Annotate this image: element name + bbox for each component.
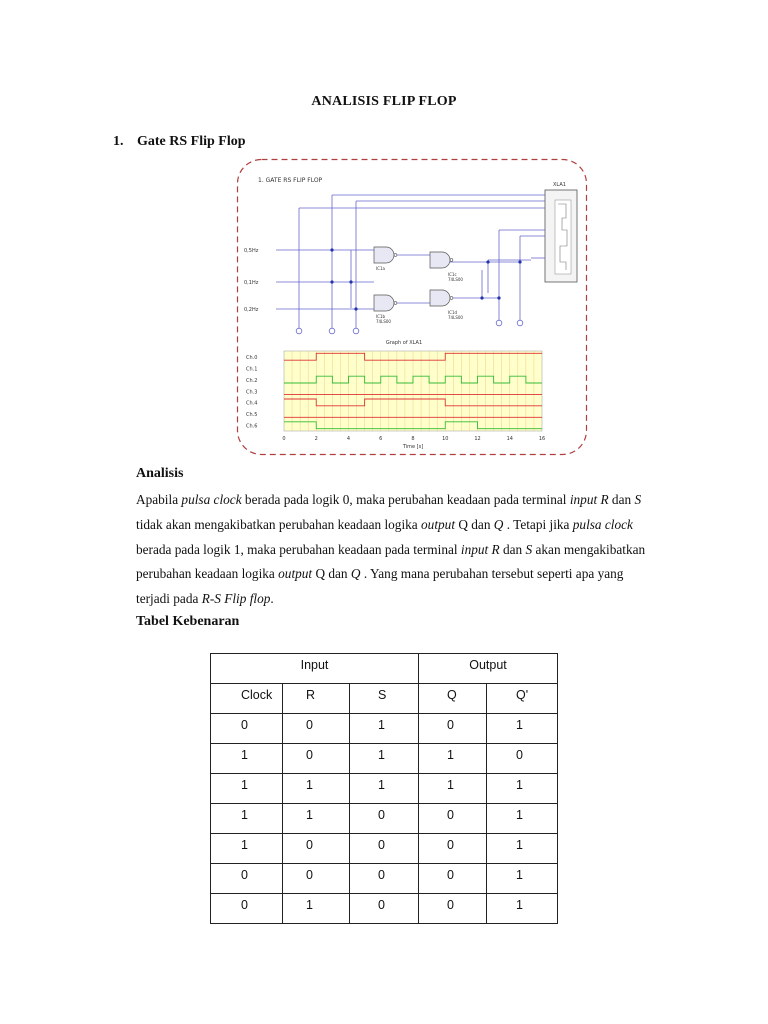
channel-label: Ch.5 (246, 412, 258, 419)
column-header-row (211, 684, 558, 714)
x-tick-label: 14 (506, 436, 513, 442)
document-title: ANALISIS FLIP FLOP (311, 94, 457, 109)
table-cell: 1 (419, 774, 487, 804)
x-tick-label: 4 (346, 436, 351, 442)
table-cell: 1 (487, 864, 558, 894)
gate-name-ic1a: IC1a (376, 266, 385, 271)
table-cell: 0 (350, 834, 419, 864)
table-cell: 1 (350, 714, 419, 744)
table-cell: 0 (350, 804, 419, 834)
table-row (211, 714, 558, 744)
section-title: Gate RS Flip Flop (137, 134, 246, 149)
table-cell: 1 (350, 744, 419, 774)
table-cell: 0 (487, 744, 558, 774)
table-row (211, 834, 558, 864)
table-cell: 0 (419, 894, 487, 924)
table-cell: 0 (350, 864, 419, 894)
table-cell: 1 (419, 744, 487, 774)
analisis-line: tidak akan mengakibatkan perubahan keadaan logika output Q dan Q . Tetapi jika pulsa clock (136, 516, 633, 532)
analisis-heading: Analisis (136, 466, 184, 481)
section-number: 1. (113, 134, 124, 149)
table-cell: 0 (419, 804, 487, 834)
analyzer-label: XLA1 (553, 182, 566, 188)
truth-table (210, 653, 558, 924)
channel-label: Ch.1 (246, 366, 258, 373)
analisis-line: terjadi pada R-S Flip flop. (136, 591, 274, 607)
x-tick-label: 6 (379, 436, 383, 442)
analisis-paragraph (136, 488, 676, 612)
table-row (211, 864, 558, 894)
x-tick-label: 8 (411, 436, 415, 442)
table-cell: 1 (350, 774, 419, 804)
table-cell: 1 (487, 894, 558, 924)
gate-name-ic1c: IC1c (448, 272, 457, 277)
table-cell: 0 (350, 894, 419, 924)
channel-label: Ch.3 (246, 389, 258, 396)
table-cell: 1 (211, 744, 283, 774)
table-cell: 0 (419, 714, 487, 744)
table-cell: 1 (487, 714, 558, 744)
table-cell: 1 (487, 804, 558, 834)
x-tick-label: 12 (474, 436, 481, 442)
gate-name-ic1d: IC1d (448, 310, 458, 315)
table-row (211, 744, 558, 774)
table-cell: 1 (487, 774, 558, 804)
column-header: Q (419, 684, 487, 714)
graph-title: Graph of XLA1 (385, 340, 423, 346)
analisis-line: perubahan keadaan logika output Q dan Q . Yang mana perubahan tersebut seperti apa yang (136, 566, 624, 582)
table-cell: 0 (283, 834, 350, 864)
table-cell: 1 (487, 834, 558, 864)
x-tick-label: 2 (314, 436, 318, 442)
x-tick-label: 10 (442, 436, 449, 442)
table-cell: 0 (211, 864, 283, 894)
table-cell: 1 (211, 834, 283, 864)
x-tick-label: 16 (538, 436, 546, 442)
table-cell: 1 (211, 804, 283, 834)
input-label-3: 0,2Hz (244, 307, 259, 313)
table-cell: 0 (283, 864, 350, 894)
channel-label: Ch.4 (246, 400, 258, 407)
gate-name-ic1b: IC1b (376, 314, 386, 319)
gate-part-ic1b: 74LS00 (376, 319, 391, 324)
table-cell: 1 (283, 804, 350, 834)
table-row (211, 774, 558, 804)
channel-label: Ch.0 (246, 355, 258, 361)
x-tick-label: 0 (282, 436, 286, 442)
table-cell: 0 (419, 864, 487, 894)
header-input: Input (211, 654, 419, 684)
column-header: R (283, 684, 350, 714)
circuit-figure (236, 158, 588, 456)
table-cell: 0 (283, 744, 350, 774)
column-header: Clock (211, 684, 283, 714)
table-cell: 1 (211, 774, 283, 804)
channel-label: Ch.2 (246, 377, 258, 384)
gate-part-ic1d: 74LS00 (448, 315, 463, 320)
table-cell: 0 (211, 894, 283, 924)
analisis-line: Apabila pulsa clock berada pada logik 0, maka perubahan keadaan pada terminal input R dan S (136, 492, 642, 507)
table-row (211, 804, 558, 834)
table-cell: 1 (283, 894, 350, 924)
table-cell: 0 (419, 834, 487, 864)
column-header: Q' (487, 684, 558, 714)
graph-x-label: Time [s] (402, 444, 424, 450)
table-cell: 0 (283, 714, 350, 744)
tabel-heading: Tabel Kebenaran (136, 614, 240, 629)
schematic-title: 1. GATE RS FLIP FLOP (258, 177, 323, 184)
channel-label: Ch.6 (246, 423, 258, 430)
table-cell: 0 (211, 714, 283, 744)
analisis-line: berada pada logik 1, maka perubahan keadaan pada terminal input R dan S akan mengakibatkan (136, 541, 646, 557)
column-header: S (350, 684, 419, 714)
header-output: Output (419, 654, 558, 684)
logic-analyzer-xla1 (545, 182, 577, 282)
table-cell: 1 (283, 774, 350, 804)
table-row (211, 894, 558, 924)
input-label-2: 0,1Hz (244, 280, 259, 286)
gate-part-ic1c: 74LS00 (448, 277, 463, 282)
input-label-1: 0,5Hz (244, 248, 259, 254)
